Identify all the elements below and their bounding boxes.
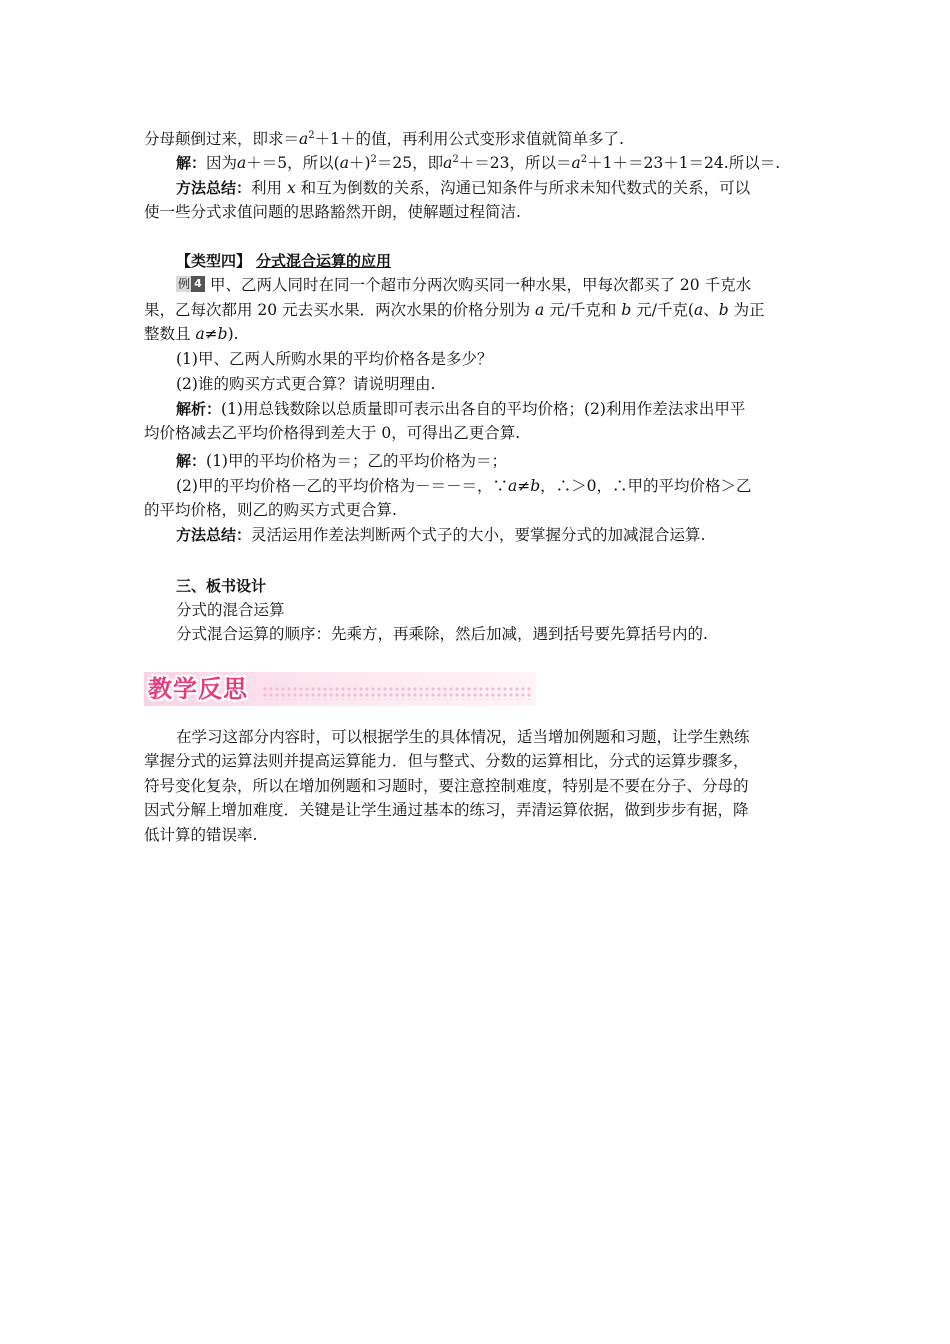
text-line <box>144 127 804 151</box>
reflection-line: 因式分解上增加难度．关键是让学生通过基本的练习，弄清运算依据，做到步步有据，降 <box>144 801 749 819</box>
superscript: 2 <box>580 153 588 165</box>
solution-label: 解： <box>176 154 207 172</box>
method-summary-label: 方法总结： <box>176 179 252 197</box>
text-span: 灵活运用作差法判断两个式子的大小，要掌握分式的加减混合运算. <box>251 526 706 544</box>
superscript: 2 <box>308 129 315 141</box>
type-label: 【类型四】 <box>176 252 252 270</box>
type-title: 分式混合运算的应用 <box>255 252 391 270</box>
text-span: 因为 <box>206 154 238 172</box>
text-line: 均价格减去乙平均价格得到差大于 0，可得出乙更合算. <box>144 424 521 442</box>
example-badge-label: 例 <box>177 277 190 291</box>
math-var: b <box>621 301 632 319</box>
math-var: a <box>571 154 581 172</box>
answer-label: 解： <box>176 452 207 470</box>
text-span: ＋＝5，所以( <box>246 154 340 172</box>
method-summary-line <box>176 176 804 200</box>
text-span: ＋＝23，所以＝ <box>458 154 572 172</box>
banner-title: 教学反思 <box>148 675 248 703</box>
board-order: 分式混合运算的顺序：先乘方，再乘除，然后加减，遇到括号要先算括号内的. <box>176 625 708 643</box>
text-span: ). <box>227 325 239 343</box>
type-heading <box>176 249 804 273</box>
math-var: x <box>286 179 296 197</box>
text-span: ＋) <box>348 154 371 172</box>
text-span: 和互为倒数的关系，沟通已知条件与所求未知代数式的关系，可以 <box>295 179 751 197</box>
math-var: a <box>693 301 704 319</box>
question-1: (1)甲、乙两人所购水果的平均价格各是多少？ <box>176 350 493 368</box>
reflection-line: 在学习这部分内容时，可以根据学生的具体情况，适当增加例题和习题，让学生熟练 <box>176 728 750 746</box>
board-subtitle: 分式的混合运算 <box>176 601 285 619</box>
banner-dots-decoration <box>262 686 532 700</box>
analysis-label: 解析： <box>176 400 222 418</box>
example-line <box>176 273 804 297</box>
math-var: a <box>339 154 349 172</box>
method-summary-label: 方法总结： <box>176 526 252 544</box>
math-var: b <box>718 301 729 319</box>
math-var: a <box>299 130 309 148</box>
question-2: (2)谁的购买方式更合算？请说明理由. <box>176 375 436 393</box>
text-span: 甲、乙两人同时在同一个超市分两次购买同一种水果，甲每次都买了 20 千克水 <box>210 276 752 294</box>
answer-line <box>176 449 804 473</box>
text-span: ＋1＋＝23＋1＝24.所以＝. <box>587 154 781 172</box>
text-line <box>144 298 804 322</box>
text-span: 整数且 <box>144 325 196 343</box>
superscript: 2 <box>370 153 377 165</box>
example-badge-number: 4 <box>191 276 205 292</box>
reflection-line: 掌握分式的运算法则并提高运算能力．但与整式、分数的运算相比，分式的运算步骤多， <box>144 752 749 770</box>
superscript: 2 <box>452 153 459 165</box>
text-span: ，∴＞0，∴甲的平均价格＞乙 <box>540 477 752 495</box>
reflection-banner <box>144 672 536 706</box>
text-span: ＋1＋的值，再利用公式变形求值就简单多了. <box>314 130 624 148</box>
math-var: a≠b <box>507 477 541 495</box>
text-line: 的平均价格，则乙的购买方式更合算. <box>144 501 397 519</box>
text-span: (1)用总钱数除以总质量即可表示出各自的平均价格；(2)利用作差法求出甲平 <box>221 400 746 418</box>
text-span: 利用 <box>251 179 287 197</box>
math-var: a <box>237 154 247 172</box>
example-badge <box>176 276 206 292</box>
text-span: (1)甲的平均价格为＝；乙的平均价格为＝； <box>206 452 507 470</box>
text-span: 元/千克和 <box>544 301 622 319</box>
text-line <box>144 322 804 346</box>
math-var: a <box>443 154 453 172</box>
text-span: 果，乙每次都用 20 元去买水果．两次水果的价格分别为 <box>144 301 536 319</box>
math-var: a <box>535 301 545 319</box>
section-heading <box>176 574 804 598</box>
solution-line <box>176 151 804 175</box>
reflection-line: 符号变化复杂，所以在增加例题和习题时，要注意控制难度，特别是不要在分子、分母的 <box>144 777 749 795</box>
math-var: a≠b <box>195 325 228 343</box>
text-span: ＝25，即 <box>376 154 444 172</box>
answer-line-2 <box>176 474 804 498</box>
board-heading: 三、板书设计 <box>176 577 267 595</box>
text-line: 使一些分式求值问题的思路豁然开朗，使解题过程简洁. <box>144 203 521 221</box>
text-span: 为正 <box>728 301 765 319</box>
method-summary-line <box>176 523 804 547</box>
text-span: (2)甲的平均价格－乙的平均价格为－＝－＝，∵ <box>176 477 508 495</box>
analysis-line <box>176 397 804 421</box>
text-span: 元/千克( <box>631 301 694 319</box>
text-span: 、 <box>703 301 719 319</box>
text-span: 分母颠倒过来，即求＝ <box>144 130 300 148</box>
reflection-line: 低计算的错误率. <box>144 826 258 844</box>
